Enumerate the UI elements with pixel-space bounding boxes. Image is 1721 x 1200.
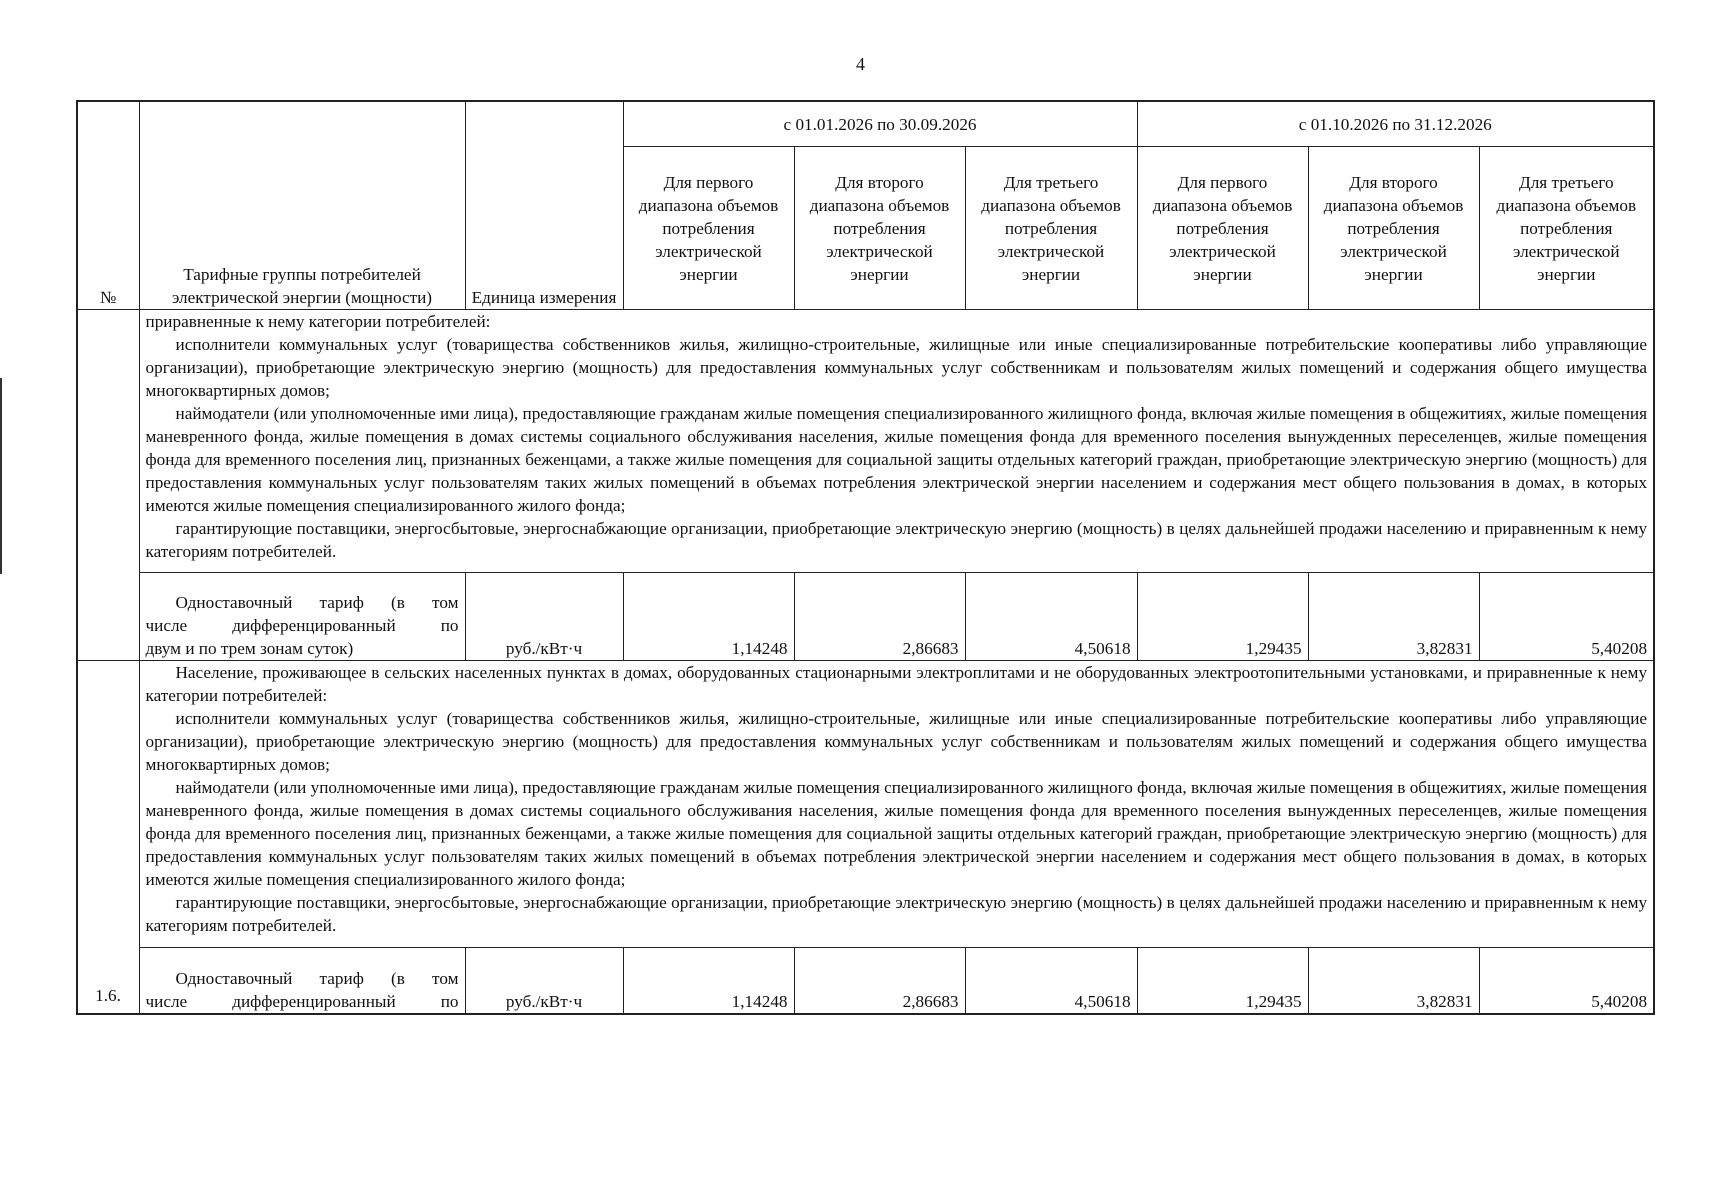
block1-value-6: 5,40208 [1479, 573, 1654, 661]
header-period-2: с 01.10.2026 по 31.12.2026 [1137, 101, 1654, 147]
header-range-6: Для третьего диапазона объемов потребления электрической энергии [1479, 147, 1654, 310]
block1-value-2: 2,86683 [794, 573, 965, 661]
block1-rate-row [77, 573, 1654, 661]
block1-value-4: 1,29435 [1137, 573, 1308, 661]
block2-rate-label-line1: Одноставочный тариф (в том [175, 968, 459, 988]
block1-rate-label-line3: двум и по трем зонам суток) [145, 639, 354, 658]
tariff-table [76, 100, 1655, 1015]
block1-value-1: 1,14248 [623, 573, 794, 661]
block1-paragraph-3: гарантирующие поставщики, энергосбытовые, энергоснабжающие организации, приобретающие электрическую энергию (мощность) в целях дальнейшей продажи населению и приравненным к нему категориям потребителей. [145, 519, 1648, 561]
block2-paragraph-1: исполнители коммунальных услуг (товарищества собственников жилья, жилищно-строительные, жилищные или иные специализированные потребительские кооперативы либо управляющие организации), приобретающие электрическую энергию (мощность) для предоставления коммунальных услуг собственникам и пользователям жилых помещений и содержания общего имущества многоквартирных домов; [145, 709, 1648, 774]
block1-rate-label [139, 573, 465, 661]
block2-number-cell [77, 661, 139, 1014]
header-range-3: Для третьего диапазона объемов потребления электрической энергии [965, 147, 1137, 310]
left-margin-mark-top [0, 378, 2, 574]
block2-rate-label-line2: числе дифференцированный по [145, 991, 459, 1011]
block1-description [139, 310, 1654, 573]
block2-value-3: 4,50618 [965, 948, 1137, 1014]
block1-description-row [77, 310, 1654, 573]
block1-value-5: 3,82831 [1308, 573, 1479, 661]
block1-paragraph-1: исполнители коммунальных услуг (товарищества собственников жилья, жилищно-строительные, жилищные или иные специализированные потребительские кооперативы либо управляющие организации), приобретающие электрическую энергию (мощность) для предоставления коммунальных услуг собственникам и пользователям жилых помещений и содержания общего имущества многоквартирных домов; [145, 335, 1648, 400]
block2-rate-row [77, 948, 1654, 1014]
block2-value-1: 1,14248 [623, 948, 794, 1014]
header-number: № [77, 101, 139, 310]
block2-paragraph-3: гарантирующие поставщики, энергосбытовые, энергоснабжающие организации, приобретающие электрическую энергию (мощность) в целях дальнейшей продажи населению и приравненным к нему категориям потребителей. [145, 893, 1648, 935]
block1-paragraph-2: наймодатели (или уполномоченные ими лица), предоставляющие гражданам жилые помещения специализированного жилищного фонда, включая жилые помещения в общежитиях, жилые помещения маневренного фонда, жилые помещения в домах системы социального обслуживания населения, жилые помещения фонда для временного поселения вынужденных переселенцев, жилые помещения фонда для временного поселения лиц, признанных беженцами, а также жилые помещения для социальной защиты отдельных категорий граждан, приобретающие электрическую энергию (мощность) для предоставления коммунальных услуг пользователям таких жилых помещений в объемах потребления электрической энергии населением и содержания мест общего пользования в домах, в которых имеются жилые помещения специализированного жилого фонда; [145, 404, 1648, 515]
block1-rate-label-line2: числе дифференцированный по [145, 616, 459, 635]
block1-rate-label-line1: Одноставочный тариф (в том [175, 593, 459, 612]
header-range-2: Для второго диапазона объемов потребления электрической энергии [794, 147, 965, 310]
header-range-5: Для второго диапазона объемов потребления электрической энергии [1308, 147, 1479, 310]
header-row-periods [77, 101, 1654, 147]
header-tariff-groups: Тарифные группы потребителей электрической энергии (мощности) [139, 101, 465, 310]
block1-number-cell [77, 310, 139, 661]
page-number: 4 [856, 54, 865, 74]
block2-value-6: 5,40208 [1479, 948, 1654, 1014]
header-range-4: Для первого диапазона объемов потребления электрической энергии [1137, 147, 1308, 310]
block1-value-3: 4,50618 [965, 573, 1137, 661]
block2-value-4: 1,29435 [1137, 948, 1308, 1014]
block2-unit: руб./кВт·ч [465, 948, 623, 1014]
block2-rate-label [139, 948, 465, 1014]
header-unit: Единица измерения [465, 101, 623, 310]
header-period-1: с 01.01.2026 по 30.09.2026 [623, 101, 1137, 147]
block2-description-row [77, 661, 1654, 948]
block2-value-2: 2,86683 [794, 948, 965, 1014]
block2-paragraph-2: наймодатели (или уполномоченные ими лица), предоставляющие гражданам жилые помещения специализированного жилищного фонда, включая жилые помещения в общежитиях, жилые помещения маневренного фонда, жилые помещения в домах системы социального обслуживания населения, жилые помещения фонда для временного поселения вынужденных переселенцев, жилые помещения фонда для временного поселения лиц, признанных беженцами, а также жилые помещения для социальной защиты отдельных категорий граждан, приобретающие электрическую энергию (мощность) для предоставления коммунальных услуг пользователям таких жилых помещений в объемах потребления электрической энергии населением и содержания мест общего пользования в домах, в которых имеются жилые помещения специализированного жилого фонда; [145, 778, 1648, 889]
block2-value-5: 3,82831 [1308, 948, 1479, 1014]
block1-unit: руб./кВт·ч [465, 573, 623, 661]
block1-lead: приравненные к нему категории потребителей: [145, 312, 491, 331]
block2-row-number: 1.6. [95, 985, 121, 1005]
header-range-1: Для первого диапазона объемов потребления электрической энергии [623, 147, 794, 310]
block2-description [139, 661, 1654, 948]
block2-paragraph-0: Население, проживающее в сельских населенных пунктах в домах, оборудованных стационарными электроплитами и не оборудованных электроотопительными установками, и приравненные к нему категории потребителей: [145, 663, 1648, 705]
